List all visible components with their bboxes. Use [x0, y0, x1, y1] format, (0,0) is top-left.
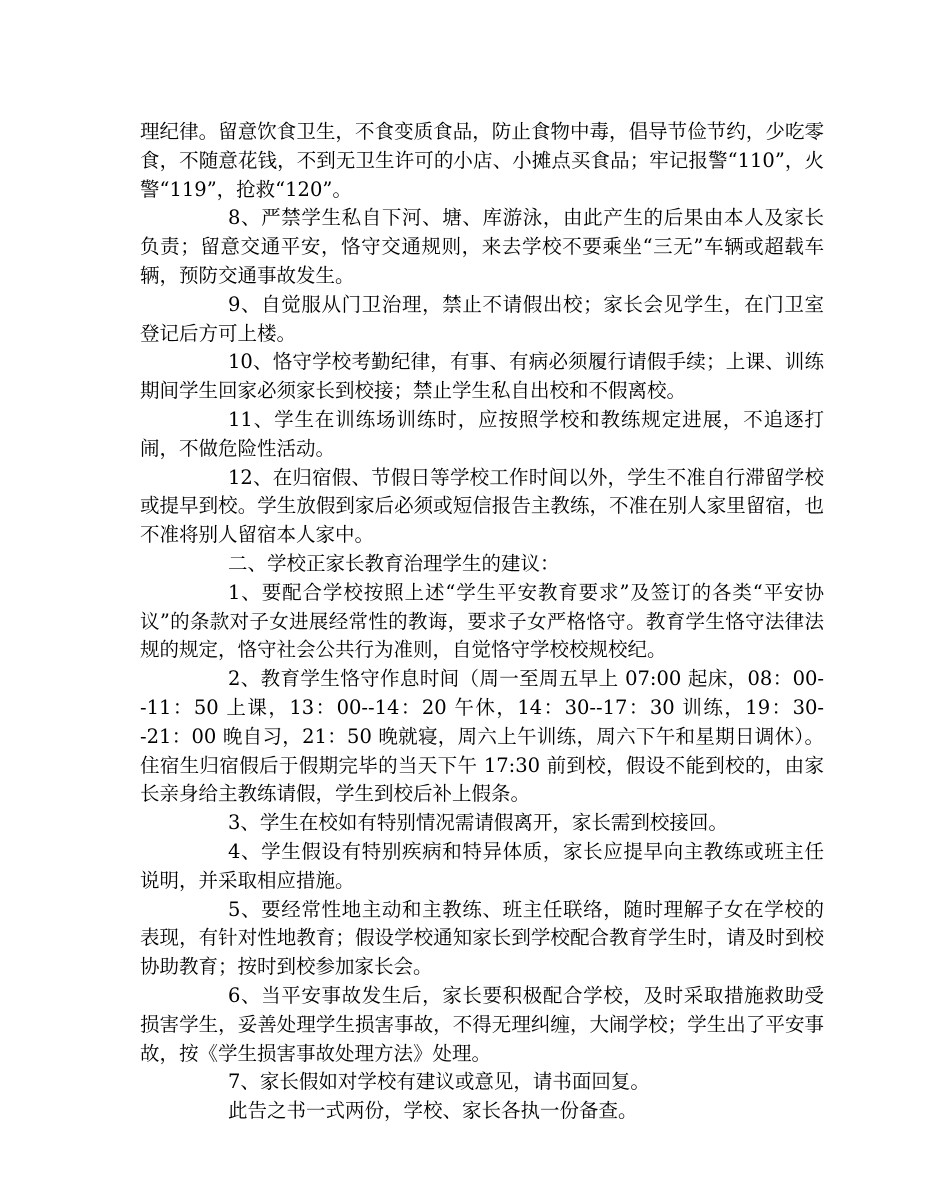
- paragraph-item-10: 10、恪守学校考勤纪律，有事、有病必须履行请假手续；上课、训练期间学生回家必须家长到校接；禁止学生私自出校和不假离校。: [140, 350, 824, 403]
- paragraph-suggestion-5: 5、要经常性地主动和主教练、班主任联络，随时理解子女在学校的表现，有针对性地教育；假设学校通知家长到学校配合教育学生时，请及时到校协助教育；按时到校参加家长会。: [140, 897, 824, 979]
- paragraph-suggestion-6: 6、当平安事故发生后，家长要积极配合学校，及时采取措施救助受损害学生，妥善处理学生损害事故，不得无理纠缠，大闹学校；学生出了平安事故，按《学生损害事故处理方法》处理。: [140, 983, 824, 1065]
- paragraph-item-11: 11、学生在训练场训练时，应按照学校和教练规定进展，不追逐打闹，不做危险性活动。: [140, 407, 824, 460]
- document-body: [140, 118, 824, 1126]
- paragraph-suggestion-3: 3、学生在校如有特别情况需请假离开，家长需到校接回。: [228, 811, 728, 835]
- paragraph-suggestion-2: 2、教育学生恪守作息时间（周一至周五早上 07:00 起床，08：00--11：50 上课，13：00--14：20 午休，14：30--17：30 训练，19：30--21：00 晚自习，21：50 晚就寝，周六上午训练，周六下午和星期日调休）。住宿生归宿假后于假期完毕的当天下午 17:30 前到校，假设不能到校的，由家长亲身给主教练请假，学生到校后补上假条。: [140, 667, 824, 806]
- paragraph-suggestion-4: 4、学生假设有特别疾病和特异体质，家长应提早向主教练或班主任说明，并采取相应措施。: [140, 839, 824, 892]
- paragraph-suggestion-7: 7、家长假如对学校有建议或意见，请书面回复。: [228, 1070, 650, 1094]
- paragraph-suggestion-1: 1、要配合学校按照上述“学生平安教育要求”及签订的各类“平安协议”的条款对子女进展经常性的教诲，要求子女严格恪守。教育学生恪守法律法规的规定，恪守社会公共行为准则，自觉恪守学校校规校纪。: [140, 580, 824, 662]
- paragraph-item-8: 8、严禁学生私自下河、塘、库游泳，由此产生的后果由本人及家长负责；留意交通平安，恪守交通规则，来去学校不要乘坐“三无”车辆或超载车辆，预防交通事故发生。: [140, 206, 824, 287]
- section-heading-parent-suggestions: 二、学校正家长教育治理学生的建议：: [228, 551, 560, 575]
- paragraph-closing-note: 此告之书一式两份，学校、家长各执一份备查。: [228, 1099, 638, 1123]
- paragraph-item-9: 9、自觉服从门卫治理，禁止不请假出校；家长会见学生，在门卫室登记后方可上楼。: [140, 292, 824, 345]
- paragraph-item-12: 12、在归宿假、节假日等学校工作时间以外，学生不准自行滞留学校或提早到校。学生放假到家后必须或短信报告主教练，不准在别人家里留宿，也不准将别人留宿本人家中。: [140, 465, 824, 547]
- paragraph-discipline-food: 理纪律。留意饮食卫生，不食变质食品，防止食物中毒，倡导节俭节约，少吃零食，不随意花钱，不到无卫生许可的小店、小摊点买食品；牢记报警“110”，火警“119”，抢救“120”。: [140, 120, 824, 201]
